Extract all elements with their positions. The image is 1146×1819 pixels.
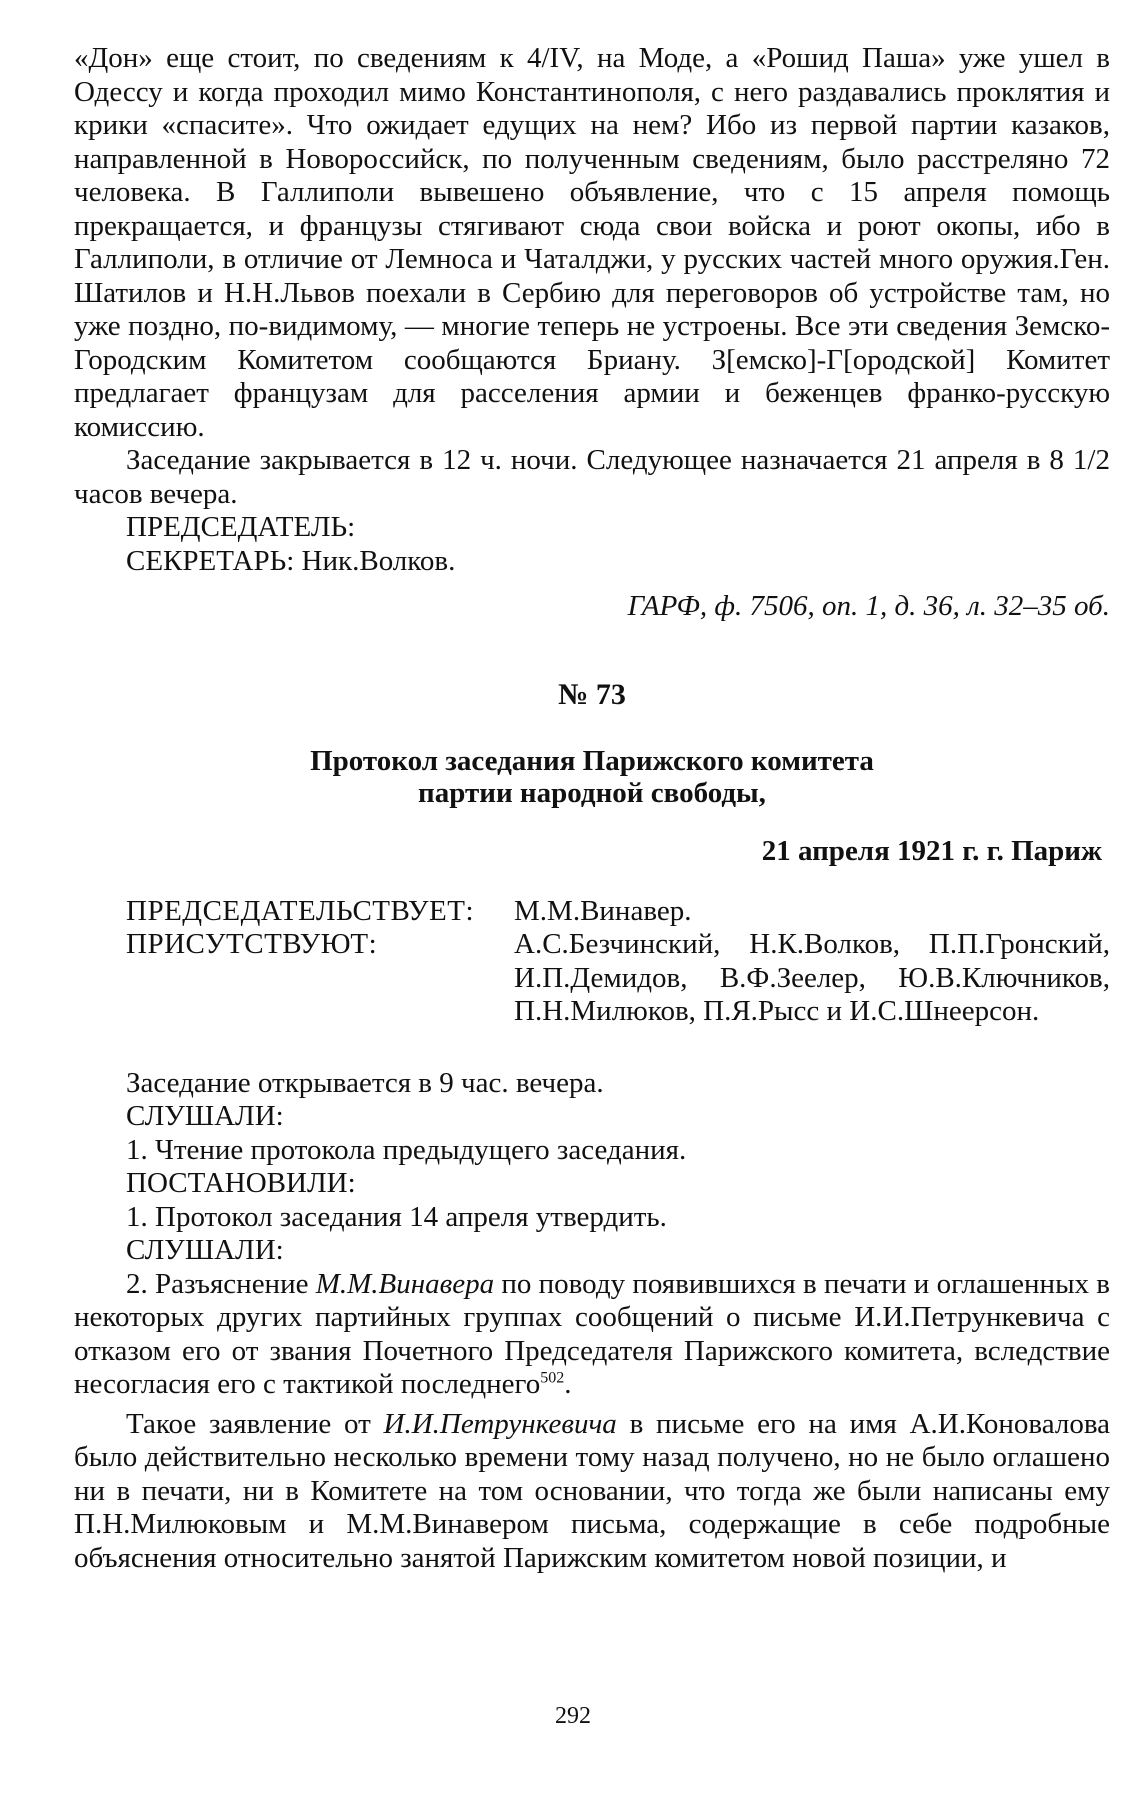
- document-date: 21 апреля 1921 г. г. Париж: [761, 835, 1102, 867]
- statement-start: Такое заявление от: [126, 1407, 384, 1440]
- item-2-end: .: [564, 1368, 572, 1400]
- document-number: № 73: [558, 677, 626, 711]
- item-2-paragraph: [74, 1268, 1110, 1402]
- minutes-body: [74, 1067, 1110, 1576]
- heard-item-1: 1. Чтение протокола предыдущего заседания.: [126, 1133, 687, 1166]
- closing-paragraph: Заседание закрывается в 12 ч. ночи. Следующее назначается 21 апреля в 8 1/2 часов вечера.: [74, 444, 1110, 510]
- document-title: [74, 745, 1110, 809]
- top-paragraph: «Дон» еще стоит, по сведениям к 4/IV, на Моде, а «Рошид Паша» уже ушел в Одессу и когда проходил мимо Константинополя, с него раздавались проклятия и крики «спасите». Что ожидает едущих на нем? Ибо из первой партии казаков, направленной в Новороссийск, по полученным сведениям, было расстреляно 72 человека. В Галлиполи вывешено объявление, что с 15 апреля помощь прекращается, и французы стягивают сюда свои войска и роют окопы, ибо в Галлиполи, в отличие от Лемноса и Чаталджи, у русских частей много оружия.Ген. Шатилов и Н.Н.Львов поехали в Сербию для переговоров об устройстве там, но уже поздно, по-видимому, — многие теперь не устроены. Все эти сведения Земско-Городским Комитетом сообщаются Бриану. З[емско]-Г[ородской] Комитет предлагает французам для расселения армии и беженцев франко-русскую комиссию.: [74, 42, 1110, 443]
- heard-label-2: СЛУШАЛИ:: [126, 1234, 284, 1266]
- document-title-line-2: партии народной свободы,: [418, 777, 766, 809]
- page-number: 292: [555, 1703, 591, 1729]
- heard-label-1: СЛУШАЛИ:: [126, 1100, 284, 1132]
- opening-line: Заседание открывается в 9 час. вечера.: [126, 1066, 604, 1099]
- footnote-marker: 502: [540, 1369, 565, 1387]
- statement-name: И.И.Петрункевича: [383, 1407, 617, 1440]
- presiding-value: М.М.Винавер.: [514, 894, 692, 927]
- present-label: ПРИСУТСТВУЮТ:: [126, 928, 378, 960]
- statement-paragraph: [74, 1408, 1110, 1576]
- item-2-start: 2. Разъяснение: [126, 1267, 316, 1300]
- item-2-name: М.М.Винавера: [315, 1267, 495, 1300]
- secretary-line: СЕКРЕТАРЬ: Ник.Волков.: [126, 544, 456, 577]
- document-title-line-1: Протокол заседания Парижского комитета: [310, 745, 874, 777]
- presiding-label: ПРЕДСЕДАТЕЛЬСТВУЕТ:: [126, 894, 475, 927]
- statement-rest: в письме его на имя А.И.Коновалова было действительно несколько времени тому назад получено, но не было оглашено ни в печати, ни в Комитете на том основании, что тогда же были написаны ему П.Н.Милюковым и М.М.Винавером письма, содержащие в себе подробные объяснения относительно занятой Парижским комитетом новой позиции, и: [74, 1407, 1110, 1574]
- resolved-label-1: ПОСТАНОВИЛИ:: [126, 1167, 356, 1199]
- present-value: А.С.Безчинский, Н.К.Волков, П.П.Гронский, И.П.Демидов, В.Ф.Зеелер, Ю.В.Ключников, П.Н.Милюков, П.Я.Рысс и И.С.Шнеерсон.: [514, 928, 1110, 1027]
- item-2-rest: по поводу появившихся в печати и оглашенных в некоторых других партийных группах сообщений о письме И.И.Петрункевича с отказом его от звания Почетного Председателя Парижского комитета, вследствие несогласия его с тактикой последнего: [74, 1267, 1111, 1400]
- resolved-item-1: 1. Протокол заседания 14 апреля утвердить.: [126, 1200, 667, 1233]
- attendance-block: [126, 895, 1110, 1029]
- chairman-line: ПРЕДСЕДАТЕЛЬ:: [126, 511, 356, 543]
- archive-reference: ГАРФ, ф. 7506, оп. 1, д. 36, л. 32–35 об.: [627, 590, 1110, 622]
